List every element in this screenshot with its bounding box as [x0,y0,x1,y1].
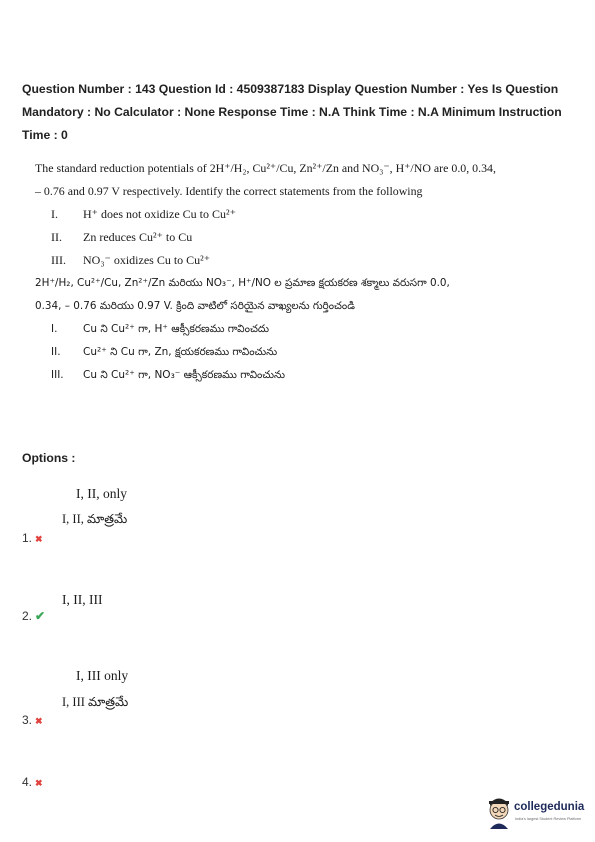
te-statement-2 [35,341,580,364]
option-3[interactable] [22,713,43,727]
question-en-line-1: The standard reduction potentials of 2H⁺/H₂, Cu²⁺/Cu, Zn²⁺/Zn and NO₃⁻, H⁺/NO are 0.0, 0.34, [35,161,496,175]
en-statement-3 [35,249,580,272]
question-te-line-1: 2H⁺/H₂, Cu²⁺/Cu, Zn²⁺/Zn మరియు NO₃⁻, H⁺/NO ల ప్రమాణ క్షయకరణ శక్మాలు వరుసగా 0.0, [35,277,450,289]
en-statement-1 [35,203,580,226]
question-te-line-2: 0.34, – 0.76 మరియు 0.97 V. క్రింది వాటిలో సరియైన వాఖ్యలను గుర్తించండి [35,300,355,312]
header-line-3: Time : 0 [22,128,68,142]
statement-text: H⁺ does not oxidize Cu to Cu²⁺ [83,207,236,221]
logo-tagline: India's largest Student Review Platform [515,817,582,821]
wrong-icon: ✖ [35,778,43,788]
option-number: 1. [22,531,33,545]
statement-number: I. [51,323,58,335]
question-header [22,78,582,147]
wrong-icon: ✖ [35,716,43,726]
statement-number: II. [51,346,61,358]
option-2-english: I, II, III [62,592,103,607]
statement-text: Zn reduces Cu²⁺ to Cu [83,230,193,244]
logo-name: collegedunia [514,801,585,813]
option-4[interactable] [22,775,43,789]
mascot-icon [486,796,514,830]
option-1-telugu: I, II, మాత్రమే [62,512,128,526]
statement-text: NO₃⁻ oxidizes Cu to Cu²⁺ [83,253,211,267]
statement-text: Cu ని Cu²⁺ గా, H⁺ ఆక్సీకరణము గావించదు [83,323,269,335]
option-number: 3. [22,713,33,727]
option-3-english: I, III only [76,668,129,683]
options-label: Options : [22,451,76,465]
option-number: 2. [22,609,33,623]
en-statement-2 [35,226,580,249]
option-1-english: I, II, only [76,486,127,501]
header-line-2: Mandatory : No Calculator : None Response Time : N.A Think Time : N.A Minimum Instruction [22,105,562,119]
check-icon: ✔ [35,609,46,623]
option-2[interactable] [22,609,45,623]
option-1[interactable] [22,531,43,545]
collegedunia-logo [486,796,586,832]
statement-number: I. [51,207,58,221]
question-body [35,157,580,387]
te-statement-1 [35,318,580,341]
option-number: 4. [22,775,33,789]
statement-number: III. [51,253,66,267]
question-en-line-2: – 0.76 and 0.97 V respectively. Identify the correct statements from the following [35,184,423,198]
header-line-1: Question Number : 143 Question Id : 4509387183 Display Question Number : Yes Is Question [22,82,559,96]
statement-number: II. [51,230,62,244]
te-statement-3 [35,364,580,387]
option-3-telugu: I, III మాత్రమే [62,695,129,709]
wrong-icon: ✖ [35,534,43,544]
statement-text: Cu²⁺ ని Cu గా, Zn, క్షయకరణము గావించును [83,346,278,358]
statement-number: III. [51,369,64,381]
statement-text: Cu ని Cu²⁺ గా, NO₃⁻ ఆక్సీకరణము గావించును [83,369,285,381]
